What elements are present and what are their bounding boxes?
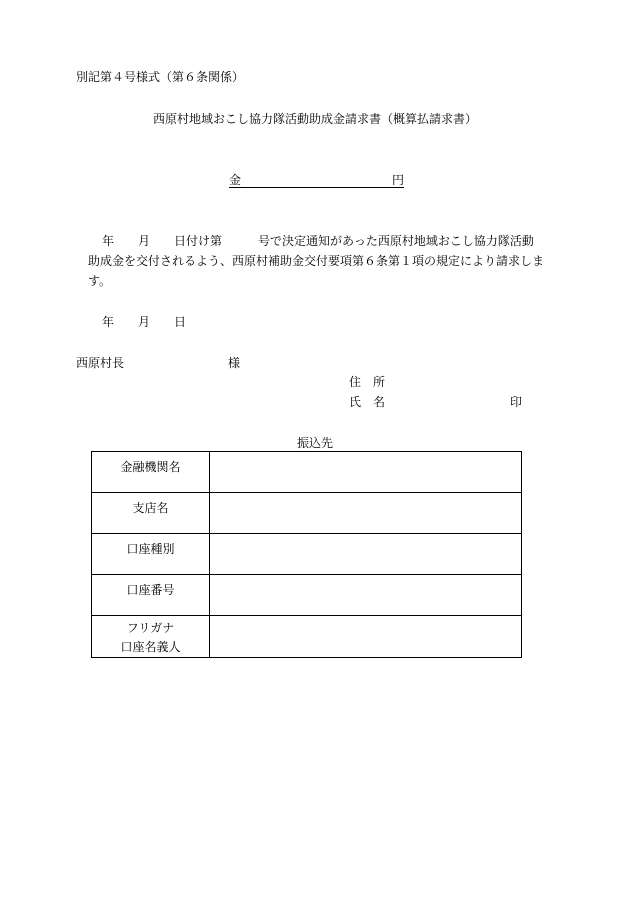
table-row	[92, 493, 522, 534]
body-text-line-3: す。	[88, 274, 112, 288]
account-holder-name-label: 口座名義人	[120, 640, 181, 654]
request-date: 年 月 日	[102, 315, 187, 329]
account-type-field[interactable]	[210, 534, 522, 575]
table-row	[92, 575, 522, 616]
account-type-label: 口座種別	[92, 534, 210, 575]
body-text-line-2: 助成金を交付されるよう、西原村補助金交付要項第６条第１項の規定により請求しま	[88, 254, 545, 268]
applicant-address-label: 住 所	[349, 375, 386, 389]
form-number: 別記第４号様式（第６条関係）	[76, 70, 245, 84]
transfer-heading: 振込先	[296, 436, 333, 450]
bank-account-table	[91, 451, 522, 658]
document-title: 西原村地域おこし協力隊活動助成金請求書（概算払請求書）	[152, 112, 477, 126]
amount-suffix: 円	[391, 173, 404, 187]
amount-prefix: 金	[229, 173, 242, 187]
amount-field	[229, 171, 404, 188]
applicant-name-label: 氏 名	[349, 395, 386, 409]
addressee-name: 西原村長	[76, 356, 125, 370]
table-row	[92, 452, 522, 493]
branch-name-label: 支店名	[92, 493, 210, 534]
branch-name-field[interactable]	[210, 493, 522, 534]
body-text-line-1: 年 月 日付け第 号で決定通知があった西原村地域おこし協力隊活動	[102, 234, 534, 248]
table-row	[92, 534, 522, 575]
account-holder-field[interactable]	[210, 616, 522, 658]
account-number-label: 口座番号	[92, 575, 210, 616]
seal-label: 印	[510, 395, 523, 409]
bank-name-label: 金融機関名	[92, 452, 210, 493]
furigana-label: フリガナ	[126, 621, 175, 635]
addressee-honorific: 様	[228, 356, 241, 370]
bank-name-field[interactable]	[210, 452, 522, 493]
account-number-field[interactable]	[210, 575, 522, 616]
table-row	[92, 616, 522, 658]
account-holder-label	[92, 616, 210, 658]
